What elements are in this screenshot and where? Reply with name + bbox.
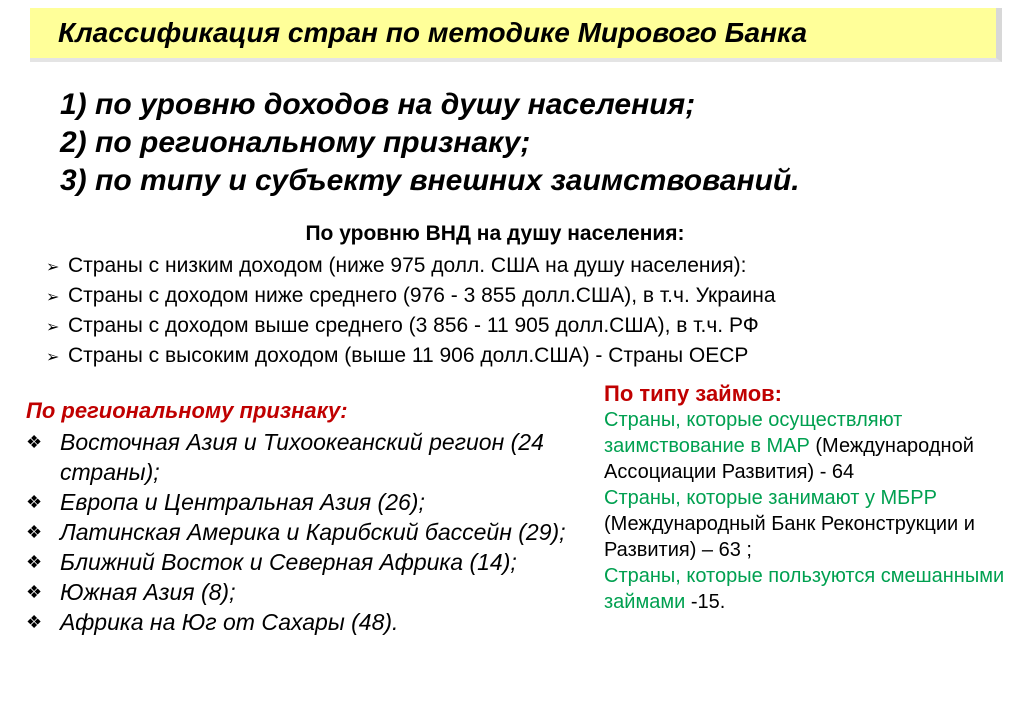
loan-ibrd-label: Страны, которые занимают у МБРР: [604, 487, 937, 509]
list-item: [26, 547, 596, 577]
list-item: [46, 342, 776, 372]
diamond-bullet-icon: ❖: [26, 492, 43, 512]
method-item: 3) по типу и субъекту внешних заимствований.: [60, 164, 800, 197]
arrow-bullet-icon: ➢: [46, 289, 60, 306]
gni-heading: По уровню ВНД на душу населения:: [305, 222, 685, 245]
arrow-bullet-icon: ➢: [46, 349, 60, 366]
arrow-bullet-icon: ➢: [46, 259, 60, 276]
list-item: [26, 427, 596, 487]
loan-ibrd-text: [604, 485, 1024, 563]
regional-list: [26, 427, 596, 637]
loan-ida-text: [604, 407, 1024, 485]
list-item: [46, 252, 776, 282]
list-item-text: Страны с высоким доходом (выше 11 906 долл.США) - Страны ОЕСР: [68, 344, 749, 367]
method-item: 1) по уровню доходов на душу населения;: [60, 88, 696, 121]
loan-type-heading: По типу займов:: [604, 381, 782, 406]
classification-methods-list: [60, 86, 800, 200]
gni-list: [46, 252, 776, 372]
list-item-text: Страны с доходом выше среднего (3 856 - 11 905 долл.США), в т.ч. РФ: [68, 314, 759, 337]
list-item-text: Латинская Америка и Карибский бассейн (29);: [60, 519, 566, 545]
loan-mixed-label: Страны, которые пользуются смешанными займами: [604, 565, 1005, 613]
list-item-text: Южная Азия (8);: [60, 579, 236, 605]
loan-mixed-text: [604, 563, 1024, 615]
list-item: [46, 312, 776, 342]
list-item-text: Восточная Азия и Тихоокеанский регион (24 страны);: [60, 429, 544, 485]
list-item-text: Страны с доходом ниже среднего (976 - 3 855 долл.США), в т.ч. Украина: [68, 284, 776, 307]
list-item: [46, 282, 776, 312]
diamond-bullet-icon: ❖: [26, 612, 43, 632]
loan-type-section: [604, 381, 1024, 615]
list-item: [26, 487, 596, 517]
list-item-text: Страны с низким доходом (ниже 975 долл. США на душу населения):: [68, 254, 747, 277]
loan-ibrd-detail: (Международный Банк Реконструкции и Развития) – 63 ;: [604, 513, 975, 561]
regional-heading: По региональному признаку:: [26, 398, 348, 423]
diamond-bullet-icon: ❖: [26, 522, 43, 542]
arrow-bullet-icon: ➢: [46, 319, 60, 336]
loan-ida-label: Страны, которые осуществляют заимствование в МАР: [604, 409, 903, 457]
diamond-bullet-icon: ❖: [26, 552, 43, 572]
diamond-bullet-icon: ❖: [26, 432, 43, 452]
method-item: 2) по региональному признаку;: [60, 126, 531, 159]
list-item-text: Европа и Центральная Азия (26);: [60, 489, 425, 515]
list-item: [26, 607, 596, 637]
list-item-text: Ближний Восток и Северная Африка (14);: [60, 549, 517, 575]
list-item-text: Африка на Юг от Сахары (48).: [60, 609, 399, 635]
list-item: [26, 517, 596, 547]
title-bar: [30, 8, 1002, 62]
loan-ida-detail: (Международной Ассоциации Развития) - 64: [604, 435, 974, 483]
loan-mixed-detail: -15.: [685, 591, 726, 613]
diamond-bullet-icon: ❖: [26, 582, 43, 602]
list-item: [26, 577, 596, 607]
page-title: Классификация стран по методике Мирового Банка: [58, 17, 808, 48]
